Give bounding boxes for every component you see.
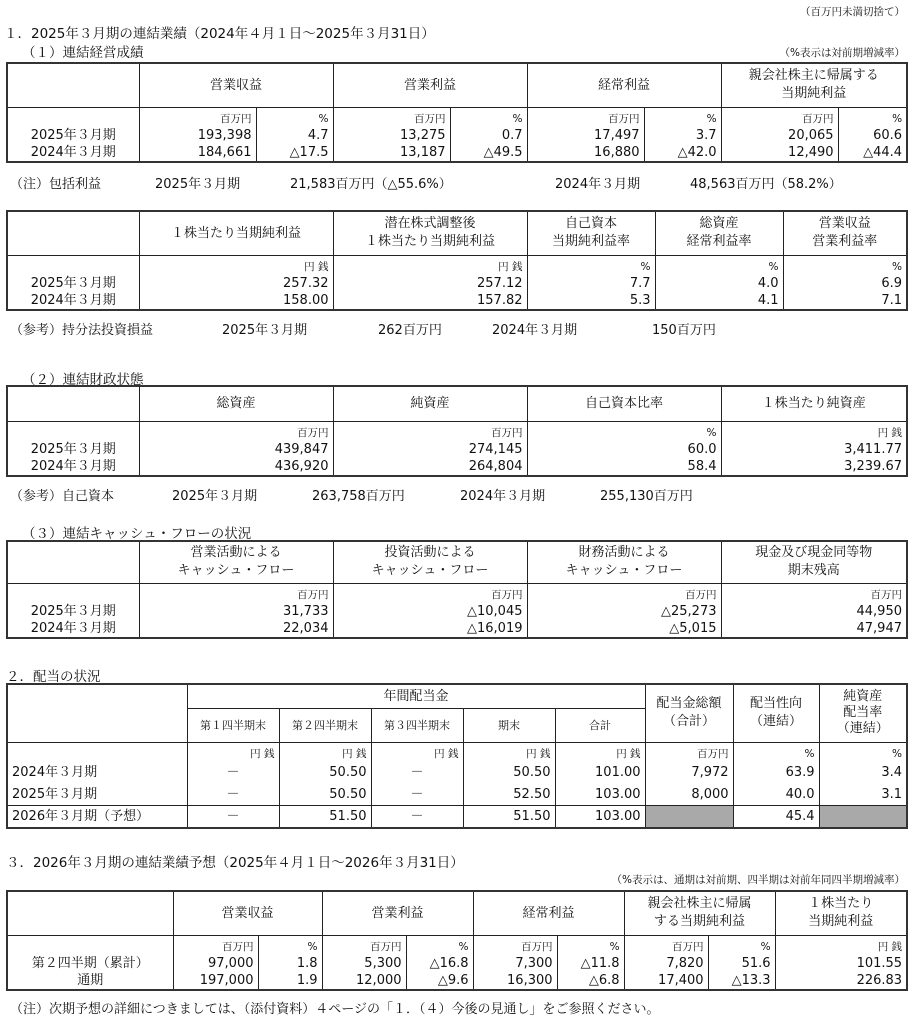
cell: △49.5 (450, 144, 527, 162)
unit: 百万円 (173, 935, 258, 955)
cell-shaded (819, 806, 907, 828)
unit: 円 銭 (555, 742, 645, 762)
cell: △42.0 (644, 144, 721, 162)
table-row (7, 955, 907, 972)
header-line: 現金及び現金同等物 (755, 545, 873, 561)
header-line: 純資産 (843, 689, 883, 705)
header-total: 合計 (555, 708, 645, 742)
cell: △6.8 (557, 972, 624, 990)
cell: 4.1 (655, 292, 783, 310)
unit: % (527, 421, 721, 441)
note-value: 48,563百万円（58.2%） (690, 177, 842, 192)
unit: 百万円 (333, 583, 527, 603)
header-line: （連結） (836, 721, 889, 737)
header-eps (775, 891, 907, 935)
header-operating-cf (139, 541, 333, 583)
header-line: する当期純利益 (654, 914, 746, 930)
header-line: 自己資本 (564, 216, 617, 232)
row-label: 2024年３月期 (7, 292, 139, 310)
row-label: 2025年３月期 (7, 275, 139, 292)
unit: 百万円 (624, 935, 708, 955)
note-period: 2024年３月期 (555, 177, 641, 192)
table-row (7, 784, 907, 806)
table-row (7, 458, 907, 476)
cell: 13,275 (333, 127, 450, 144)
cell: 44,950 (721, 603, 907, 620)
forecast-table (6, 890, 908, 991)
unit: % (256, 107, 333, 127)
note-period: 2025年３月期 (222, 323, 308, 338)
cell: 63.9 (733, 762, 819, 784)
cell: － (371, 784, 463, 806)
cell: △11.8 (557, 955, 624, 972)
cell: 17,400 (624, 972, 708, 990)
cell: 436,920 (139, 458, 333, 476)
header-diluted-eps (333, 211, 527, 255)
unit: % (644, 107, 721, 127)
header-line: １株当たり当期純利益 (364, 234, 495, 250)
unit: 円 銭 (139, 255, 333, 275)
cell: 8,000 (645, 784, 733, 806)
section1-title: １．2025年３月期の連結業績（2024年４月１日～2025年３月31日） (4, 26, 435, 42)
unit: 円 銭 (333, 255, 527, 275)
header-ordinary-income: 経常利益 (527, 63, 721, 107)
header-year-end: 期末 (463, 708, 555, 742)
header-line: 総資産 (699, 216, 739, 232)
header-line: キャッシュ・フロー (177, 563, 295, 579)
row-label: 2026年３月期（予想） (7, 806, 187, 828)
header-net-assets: 純資産 (333, 386, 527, 421)
cell: 103.00 (555, 784, 645, 806)
cell: 157.82 (333, 292, 527, 310)
cell: － (371, 806, 463, 828)
cell: 16,300 (473, 972, 557, 990)
note-period: 2024年３月期 (492, 323, 578, 338)
cell: 13,187 (333, 144, 450, 162)
cell: 3.7 (644, 127, 721, 144)
header-net-income-line1: 親会社株主に帰属する (748, 68, 879, 84)
cell: 158.00 (139, 292, 333, 310)
cell: 7,820 (624, 955, 708, 972)
unit: % (557, 935, 624, 955)
note-label: （参考）持分法投資損益 (10, 323, 154, 338)
row-label: 2025年３月期 (7, 127, 139, 144)
header-payout-ratio (733, 684, 819, 742)
unit: % (258, 935, 322, 955)
cell: 50.50 (279, 762, 371, 784)
cell: 7,972 (645, 762, 733, 784)
header-line: （連結） (750, 714, 803, 730)
row-label: 2024年３月期 (7, 458, 139, 476)
header-line: 配当金総額 (656, 696, 722, 712)
cell: 101.00 (555, 762, 645, 784)
header-line: 当期純利益 (808, 914, 874, 930)
cell: － (187, 762, 279, 784)
cell: 226.83 (775, 972, 907, 990)
row-label: 2025年３月期 (7, 441, 139, 458)
unit: 円 銭 (463, 742, 555, 762)
cell: 7,300 (473, 955, 557, 972)
unit: 百万円 (473, 935, 557, 955)
unit: 百万円 (333, 107, 450, 127)
cell: 58.4 (527, 458, 721, 476)
cell: 7.1 (783, 292, 907, 310)
note-period: 2025年３月期 (155, 177, 241, 192)
cell: △25,273 (527, 603, 721, 620)
cell: 4.7 (256, 127, 333, 144)
header-cash-end (721, 541, 907, 583)
header-line: キャッシュ・フロー (565, 563, 683, 579)
unit: 百万円 (721, 583, 907, 603)
cell: － (187, 806, 279, 828)
header-line: 当期純利益率 (551, 234, 630, 250)
row-label: 2025年３月期 (7, 784, 187, 806)
section3-title: ３．2026年３月期の連結業績予想（2025年４月１日～2026年３月31日） (6, 855, 464, 871)
cell: 264,804 (333, 458, 527, 476)
header-ordinary-income: 経常利益 (473, 891, 624, 935)
cell: 50.50 (463, 762, 555, 784)
section2-title: ２．配当の状況 (6, 669, 101, 685)
cell: 52.50 (463, 784, 555, 806)
header-line: 財務活動による (578, 545, 670, 561)
cell: △16.8 (406, 955, 473, 972)
table-row (7, 275, 907, 292)
cell: － (187, 784, 279, 806)
note-value: 150百万円 (652, 323, 716, 338)
header-net-income (624, 891, 775, 935)
note-value: 21,583百万円（△55.6%） (290, 177, 452, 192)
cell: 5,300 (322, 955, 406, 972)
cell: 20,065 (721, 127, 838, 144)
cell: 50.50 (279, 784, 371, 806)
sub2-title: （２）連結財政状態 (22, 372, 144, 388)
cell: 4.0 (655, 275, 783, 292)
cell: 17,497 (527, 127, 644, 144)
unit: 円 銭 (279, 742, 371, 762)
header-net-income (721, 63, 907, 107)
row-label: 2024年３月期 (7, 620, 139, 638)
table-row (7, 441, 907, 458)
cell: 5.3 (527, 292, 655, 310)
cell: 51.50 (463, 806, 555, 828)
header-line: 営業活動による (190, 545, 282, 561)
row-label: 2025年３月期 (7, 603, 139, 620)
row-label: 2024年３月期 (7, 762, 187, 784)
financial-position-table (6, 385, 908, 477)
cell: 97,000 (173, 955, 258, 972)
cell: 3,239.67 (721, 458, 907, 476)
header-doe (819, 684, 907, 742)
sub3-title: （３）連結キャッシュ・フローの状況 (22, 526, 252, 542)
cell: 3.4 (819, 762, 907, 784)
header-line: 営業収益 (818, 216, 871, 232)
header-eps: １株当たり当期純利益 (139, 211, 333, 255)
unit: 円 銭 (371, 742, 463, 762)
header-line: （合計） (663, 714, 716, 730)
cell: 1.8 (258, 955, 322, 972)
cell: 197,000 (173, 972, 258, 990)
unit: % (733, 742, 819, 762)
table-row (7, 292, 907, 310)
note-value: 262百万円 (378, 323, 442, 338)
header-operating-income: 営業利益 (322, 891, 473, 935)
table-row (7, 972, 907, 990)
header-line: キャッシュ・フロー (371, 563, 489, 579)
cell: 16,880 (527, 144, 644, 162)
unit: 百万円 (333, 421, 527, 441)
sub1-title: （１）連結経営成績 (22, 45, 144, 61)
header-line: 親会社株主に帰属 (647, 896, 752, 912)
unit: 百万円 (322, 935, 406, 955)
unit: 百万円 (139, 583, 333, 603)
cash-flow-table (6, 540, 908, 639)
table-row (7, 620, 907, 638)
unit: 円 銭 (775, 935, 907, 955)
cell: 31,733 (139, 603, 333, 620)
row-label: 通期 (7, 972, 173, 990)
cell: 47,947 (721, 620, 907, 638)
header-roa (655, 211, 783, 255)
header-line: 経常利益率 (686, 234, 752, 250)
cell: 51.6 (708, 955, 775, 972)
header-line: １株当たり (808, 896, 874, 912)
header-q1: 第１四半期末 (187, 708, 279, 742)
header-operating-income: 営業利益 (333, 63, 527, 107)
header-total-assets: 総資産 (139, 386, 333, 421)
header-roe (527, 211, 655, 255)
cell: △9.6 (406, 972, 473, 990)
per-share-table (6, 210, 908, 311)
note-value: 255,130百万円 (600, 489, 693, 504)
unit: 百万円 (139, 421, 333, 441)
cell: － (371, 762, 463, 784)
header-annual-dividend: 年間配当金 (187, 684, 645, 708)
cell: 101.55 (775, 955, 907, 972)
cell: 45.4 (733, 806, 819, 828)
header-line: 配当性向 (750, 696, 803, 712)
header-bps: １株当たり純資産 (721, 386, 907, 421)
cell-shaded (645, 806, 733, 828)
table-row-forecast (7, 806, 907, 828)
unit: 百万円 (139, 107, 256, 127)
row-label: 第２四半期（累計） (7, 955, 173, 972)
cell: △13.3 (708, 972, 775, 990)
row-label: 2024年３月期 (7, 144, 139, 162)
cell: 0.7 (450, 127, 527, 144)
header-net-income-line2: 当期純利益 (781, 86, 847, 102)
note-label: （注）包括利益 (10, 177, 102, 192)
unit: % (783, 255, 907, 275)
dividend-table (6, 683, 908, 829)
table-row (7, 603, 907, 620)
header-investing-cf (333, 541, 527, 583)
cell: 40.0 (733, 784, 819, 806)
header-equity-ratio: 自己資本比率 (527, 386, 721, 421)
cell: 274,145 (333, 441, 527, 458)
header-total-dividend (645, 684, 733, 742)
unit: 円 銭 (187, 742, 279, 762)
unit: % (655, 255, 783, 275)
cell: 22,034 (139, 620, 333, 638)
note-value: 263,758百万円 (312, 489, 405, 504)
cell: △16,019 (333, 620, 527, 638)
header-line: 配当率 (843, 705, 883, 721)
cell: 6.9 (783, 275, 907, 292)
unit: % (838, 107, 907, 127)
header-revenue: 営業収益 (139, 63, 333, 107)
cell: 60.6 (838, 127, 907, 144)
operating-results-table (6, 62, 908, 163)
unit: % (406, 935, 473, 955)
header-line: 期末残高 (787, 563, 840, 579)
unit: % (450, 107, 527, 127)
note-period: 2024年３月期 (460, 489, 546, 504)
unit: % (819, 742, 907, 762)
header-blank (7, 63, 139, 107)
header-financing-cf (527, 541, 721, 583)
sub4-note: （%表示は、通期は対前期、四半期は対前年同四半期増減率） (611, 874, 905, 886)
cell: 51.50 (279, 806, 371, 828)
unit: % (708, 935, 775, 955)
header-line: 投資活動による (384, 545, 476, 561)
sub1-note: （%表示は対前期増減率） (779, 47, 905, 59)
unit: 百万円 (527, 107, 644, 127)
unit: 円 銭 (721, 421, 907, 441)
cell: 257.32 (139, 275, 333, 292)
note-label: （参考）自己資本 (10, 489, 115, 504)
footer-note: （注）次期予想の詳細につきましては、（添付資料）４ページの「１．（４）今後の見通し」をご参照ください。 (10, 1002, 660, 1017)
unit: 百万円 (527, 583, 721, 603)
unit: 百万円 (645, 742, 733, 762)
cell: 12,000 (322, 972, 406, 990)
cell: △5,015 (527, 620, 721, 638)
table-row (7, 127, 907, 144)
cell: 3,411.77 (721, 441, 907, 458)
header-op-margin (783, 211, 907, 255)
cell: 7.7 (527, 275, 655, 292)
header-q2: 第２四半期末 (279, 708, 371, 742)
header-line: 潜在株式調整後 (384, 216, 476, 232)
cell: 193,398 (139, 127, 256, 144)
cell: 12,490 (721, 144, 838, 162)
header-line: 営業利益率 (812, 234, 878, 250)
unit: 百万円 (721, 107, 838, 127)
note-period: 2025年３月期 (172, 489, 258, 504)
header-q3: 第３四半期末 (371, 708, 463, 742)
table-row (7, 762, 907, 784)
unit: % (527, 255, 655, 275)
unit-note: （百万円未満切捨て） (800, 6, 905, 18)
cell: △44.4 (838, 144, 907, 162)
cell: △17.5 (256, 144, 333, 162)
cell: 184,661 (139, 144, 256, 162)
cell: 257.12 (333, 275, 527, 292)
cell: 1.9 (258, 972, 322, 990)
table-row (7, 144, 907, 162)
cell: 60.0 (527, 441, 721, 458)
header-revenue: 営業収益 (173, 891, 322, 935)
cell: 3.1 (819, 784, 907, 806)
cell: △10,045 (333, 603, 527, 620)
cell: 103.00 (555, 806, 645, 828)
cell: 439,847 (139, 441, 333, 458)
